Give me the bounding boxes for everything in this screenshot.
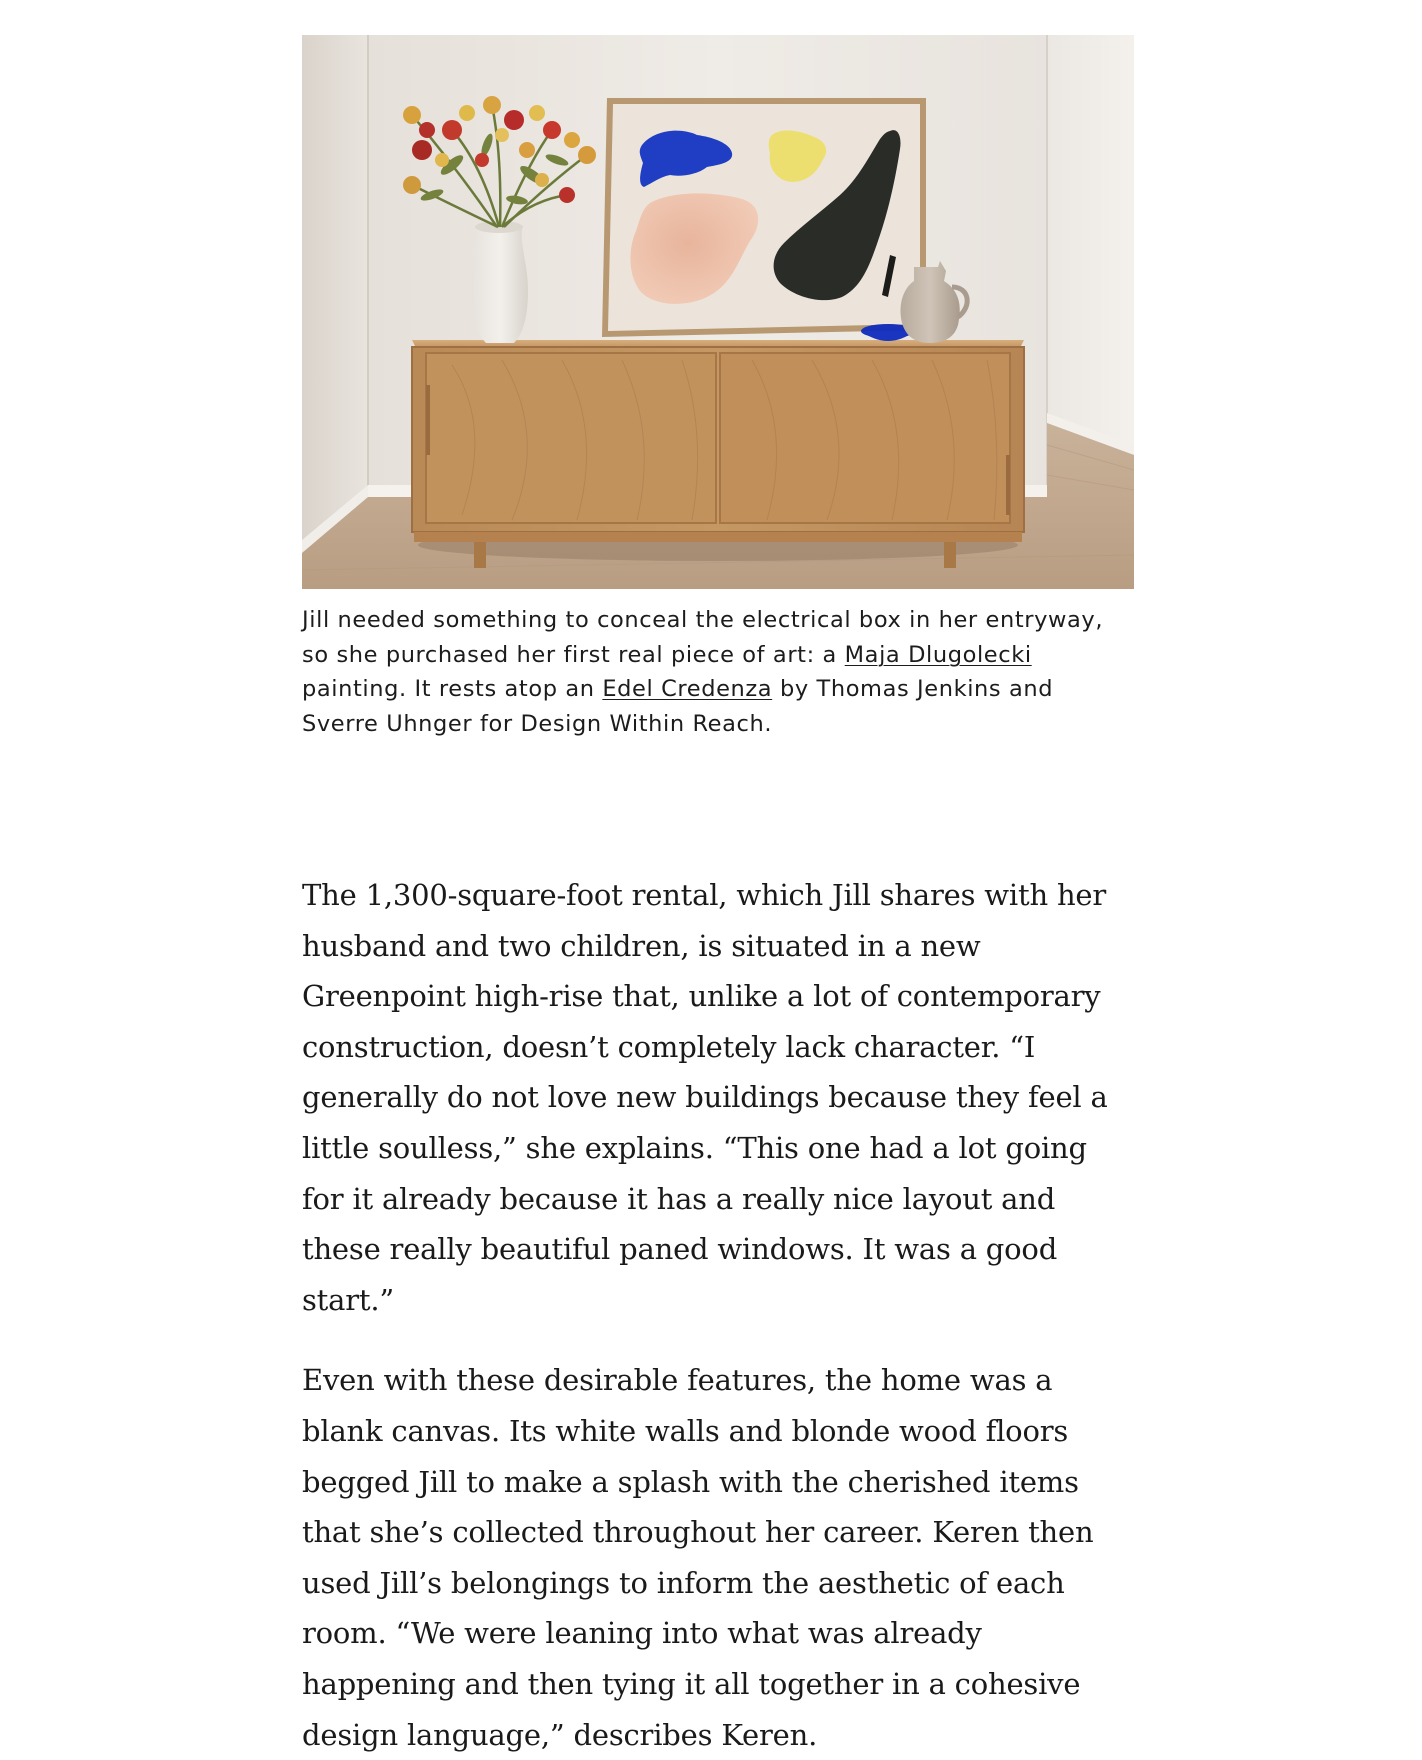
caption-text: Jill needed something to conceal the electrical box in her entryway, so she purchased her first real piece of art: a (302, 607, 1104, 668)
caption-text: painting. It rests atop an (302, 676, 603, 702)
article (302, 35, 1134, 1760)
body-paragraph-2: Even with these desirable features, the home was a blank canvas. Its white walls and blonde wood floors begged Jill to make a splash with the cherished items that she’s collected throughout her career. Keren then used Jill’s belongings to inform the aesthetic of each room. “We were leaning into what was already happening and then tying it all together in a cohesive design language,” describes Keren. (302, 1363, 1094, 1752)
photo-illustration (302, 35, 1134, 589)
article-body (302, 870, 1134, 1760)
caption-link-edel-credenza[interactable]: Edel Credenza (602, 676, 773, 702)
photo-caption (302, 603, 1134, 741)
caption-text: by Thomas Jenkins and Sverre Uhnger for Design Within Reach. (302, 676, 1054, 737)
article-photo (302, 35, 1134, 589)
body-paragraph-1: The 1,300-square-foot rental, which Jill shares with her husband and two children, is situated in a new Greenpoint high-rise that, unlike a lot of contemporary construction, doesn’t completely lack character. “I generally do not love new buildings because they feel a little soulless,” she explains. “This one had a lot going for it already because it has a really nice layout and these really beautiful paned windows. It was a good start.” (302, 878, 1108, 1317)
caption-link-maja-dlugolecki[interactable]: Maja Dlugolecki (844, 641, 1032, 668)
